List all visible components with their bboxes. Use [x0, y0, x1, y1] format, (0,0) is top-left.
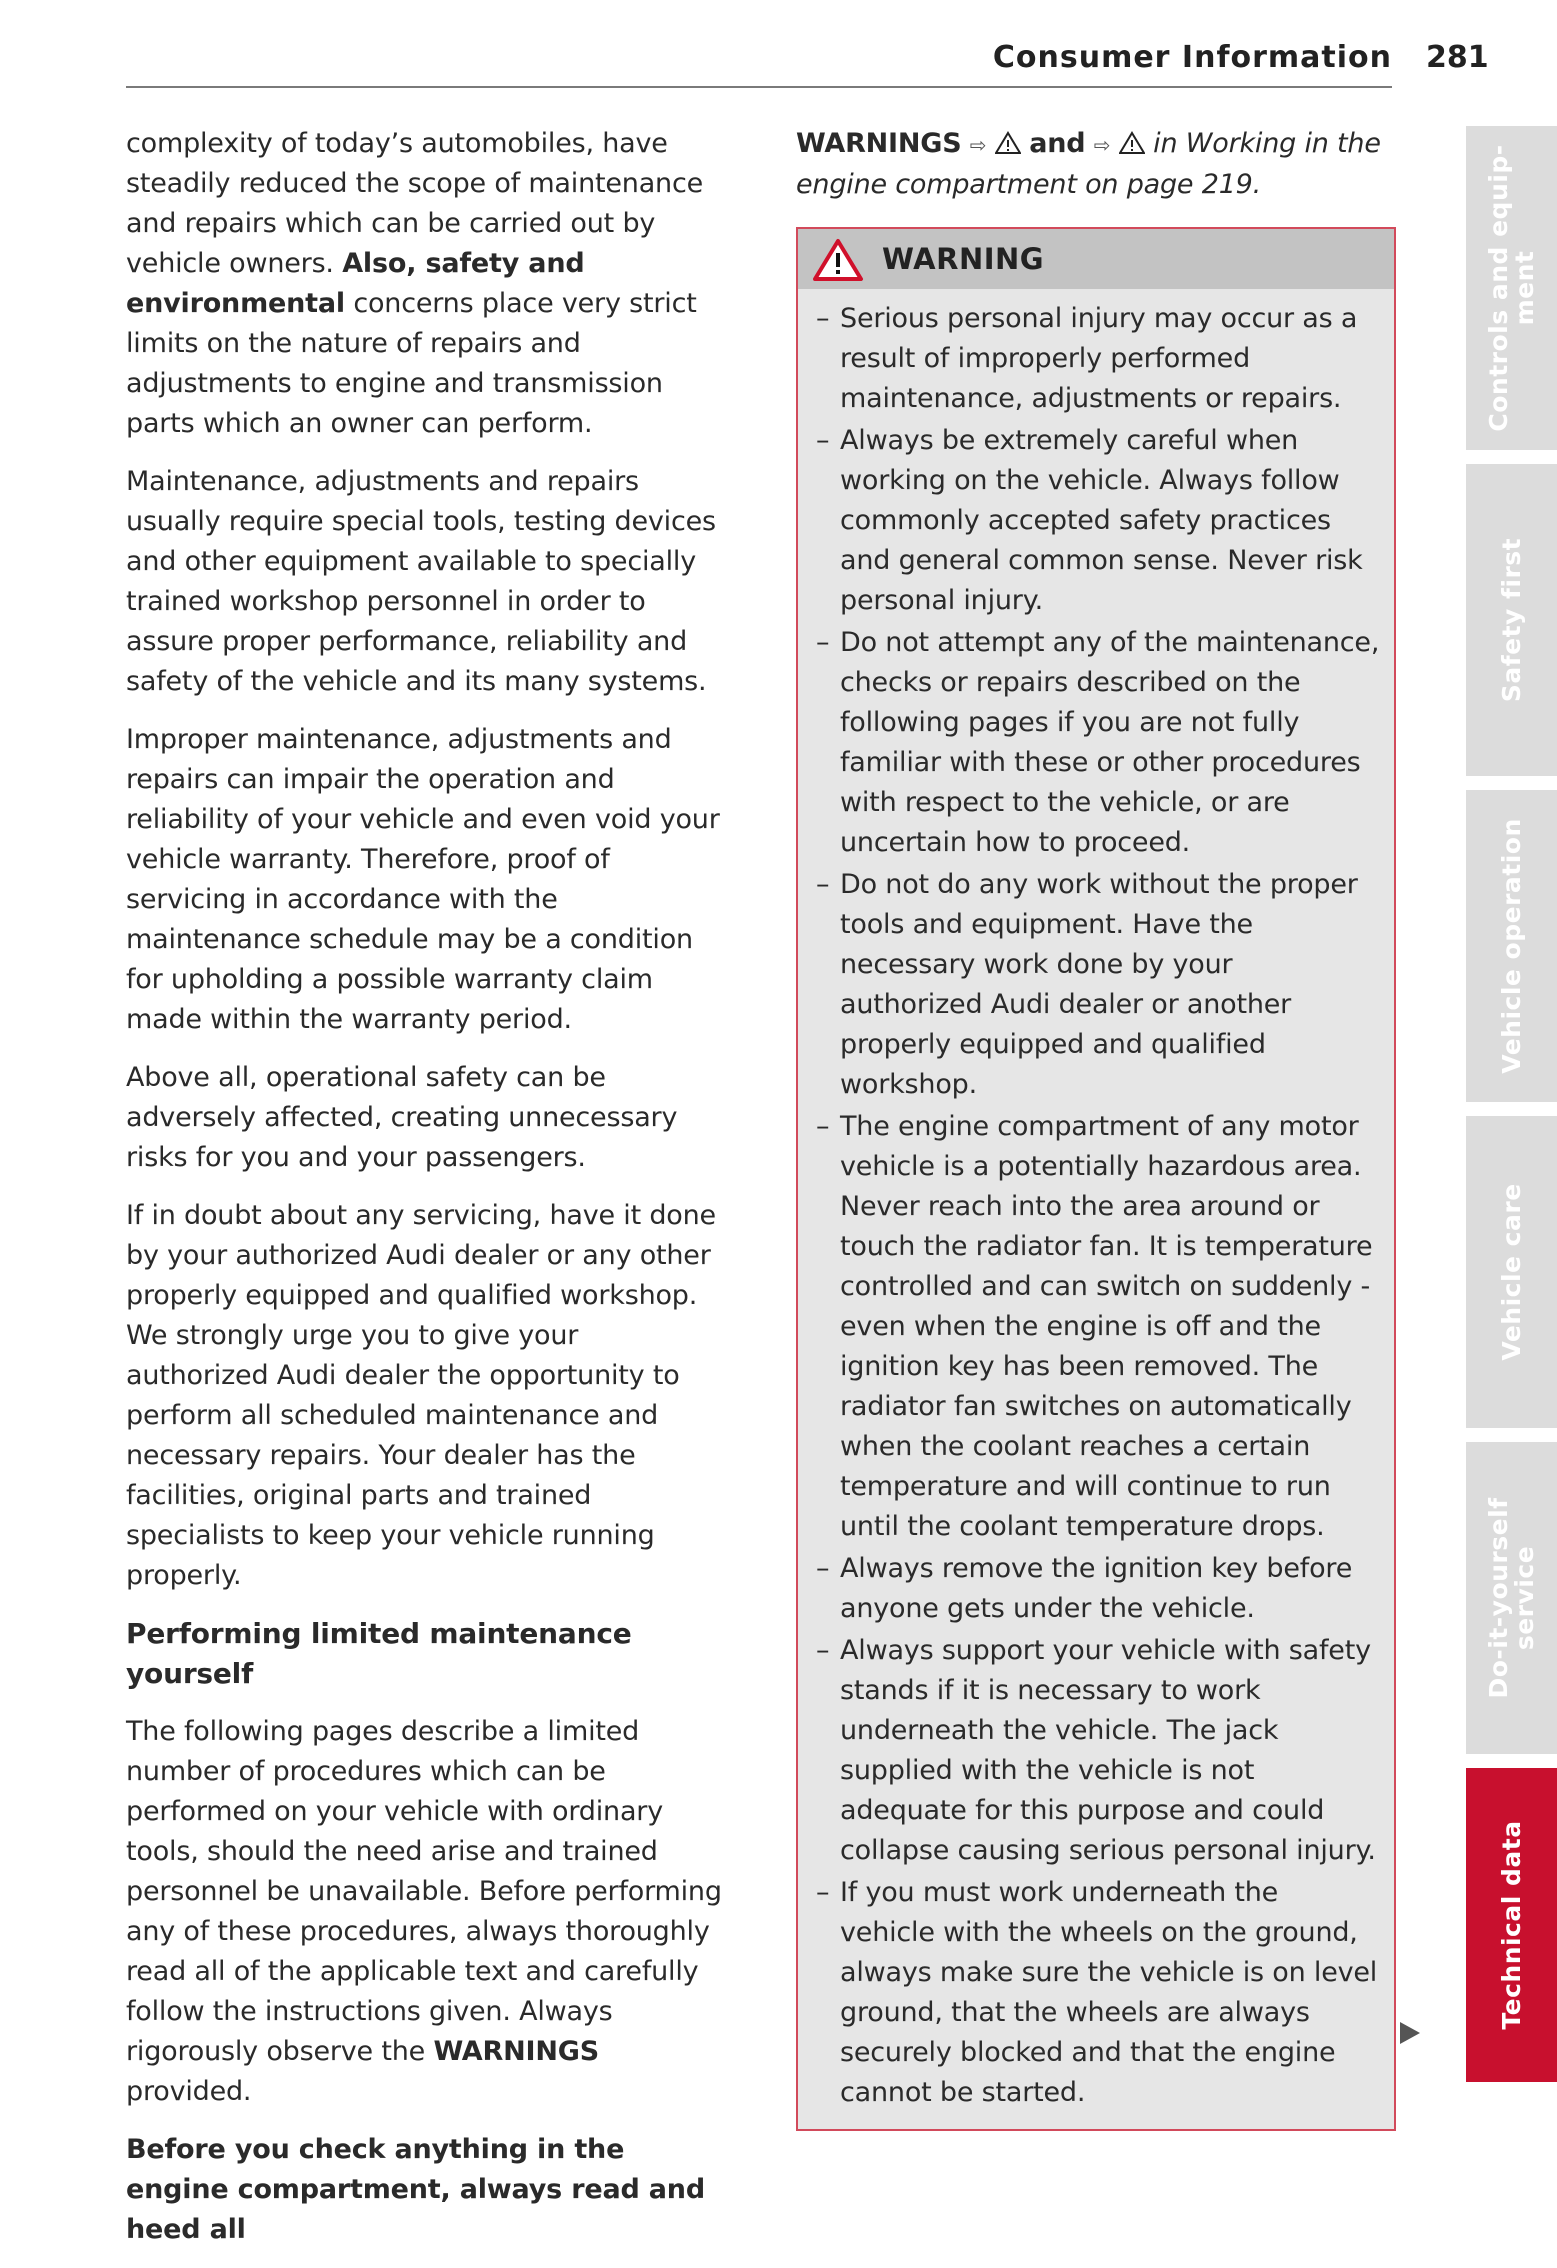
paragraph-5: If in doubt about any servicing, have it done by your authorized Audi dealer or any other properly equipped and qualified workshop. We strongly urge you to give your authorized Audi dealer the opportunity to perform all scheduled maintenance and necessary repairs. Your dealer has the facilities, original parts and trained specialists to keep your vehicle running properly.	[126, 1200, 716, 1591]
paragraph-2: Maintenance, adjustments and repairs usually require special tools, testing devices and other equipment available to specially trained workshop personnel in order to assure proper performance, reliability and safety of the vehicle and its many systems.	[126, 466, 716, 697]
warning-item: – Always support your vehicle with safety stands if it is necessary to work underneath the vehicle. The jack supplied with the vehicle is not adequate for this purpose and could collapse causing serious personal injury.	[816, 1631, 1380, 1871]
tab-label: Controls and equip- ment	[1483, 144, 1539, 432]
warning-header	[798, 229, 1394, 289]
page-header	[126, 40, 1392, 88]
warning-item: – If you must work underneath the vehicle with the wheels on the ground, always make sure the vehicle is on level ground, that the wheels are always securely blocked and that the engine cannot be started.	[816, 1873, 1380, 2113]
paragraph-7: Before you check anything in the engine compartment, always read and heed all	[126, 2134, 705, 2245]
tab-do-it-yourself-service[interactable]	[1466, 1442, 1557, 1754]
tab-safety-first[interactable]	[1466, 464, 1557, 776]
warning-box	[796, 227, 1396, 2131]
tab-technical-data[interactable]	[1466, 1768, 1557, 2082]
section-title: Consumer Information	[992, 40, 1392, 75]
warning-item: – Always be extremely careful when working on the vehicle. Always follow commonly accepted safety practices and general common sense. Never risk personal injury.	[816, 421, 1380, 621]
warning-item: – Do not attempt any of the maintenance, checks or repairs described on the following pages if you are not fully familiar with these or other procedures with respect to the vehicle, or are uncertain how to proceed.	[816, 623, 1380, 863]
page-number: 281	[1426, 40, 1489, 75]
tab-label: Vehicle operation	[1496, 818, 1526, 1074]
paragraph-6: The following pages describe a limited number of procedures which can be performed on your vehicle with ordinary tools, should the need arise and trained personnel be unavailable. Before performing any of these procedures, always thoroughly read all of the applicable text and carefully follow the instructions given. Always rigorously observe the WARNINGS provided.	[126, 1716, 722, 2107]
paragraph-3: Improper maintenance, adjustments and repairs can impair the operation and reliability of your vehicle and even void your vehicle warranty. Therefore, proof of servicing in accordance with the maintenance schedule may be a condition for upholding a possible warranty claim made within the warranty period.	[126, 724, 720, 1035]
tab-vehicle-operation[interactable]	[1466, 790, 1557, 1102]
tab-label: Do-it-yourself service	[1483, 1497, 1539, 1699]
tab-controls-and-equipment[interactable]	[1466, 126, 1557, 450]
tab-label: Safety first	[1496, 537, 1526, 703]
warning-item: – Serious personal injury may occur as a result of improperly performed maintenance, adjustments or repairs.	[816, 299, 1380, 419]
paragraph-1: complexity of today’s automobiles, have steadily reduced the scope of maintenance and repairs which can be carried out by vehicle owners. Also, safety and environmental concerns place very strict limits on the nature of repairs and adjustments to engine and transmission parts which an owner can perform.	[126, 128, 704, 439]
warning-triangle-icon[interactable]	[1119, 131, 1145, 155]
tab-label: Technical data	[1496, 1820, 1526, 2030]
left-column	[126, 124, 726, 2268]
right-column	[796, 124, 1396, 2131]
warning-item: – Always remove the ignition key before anyone gets under the vehicle.	[816, 1549, 1380, 1629]
section-heading: Performing limited maintenance yourself	[126, 1617, 632, 1690]
warning-item: – The engine compartment of any motor vehicle is a potentially hazardous area. Never reach into the area around or touch the radiator fan. It is temperature controlled and can switch on suddenly - even when the engine is off and the ignition key has been removed. The radiator fan switches on automatically when the coolant reaches a certain temperature and will continue to run until the coolant temperature drops.	[816, 1107, 1380, 1547]
tab-label: Vehicle care	[1496, 1183, 1526, 1361]
tab-vehicle-care[interactable]	[1466, 1116, 1557, 1428]
warning-triangle-icon[interactable]	[995, 131, 1021, 155]
paragraph-4: Above all, operational safety can be adversely affected, creating unnecessary risks for you and your passengers.	[126, 1062, 678, 1173]
warnings-reference: WARNINGS ⇨ and ⇨ in Working in the engine compartment on page 219.	[796, 128, 1381, 200]
reference-arrow-icon: ⇨	[969, 133, 987, 157]
continue-arrow-icon	[1400, 2022, 1420, 2044]
warning-triangle-icon	[812, 238, 864, 282]
warning-list	[798, 289, 1394, 2129]
warning-item: – Do not do any work without the proper tools and equipment. Have the necessary work done by your authorized Audi dealer or another properly equipped and qualified workshop.	[816, 865, 1380, 1105]
reference-arrow-icon: ⇨	[1093, 133, 1111, 157]
warning-title: WARNING	[882, 242, 1045, 276]
